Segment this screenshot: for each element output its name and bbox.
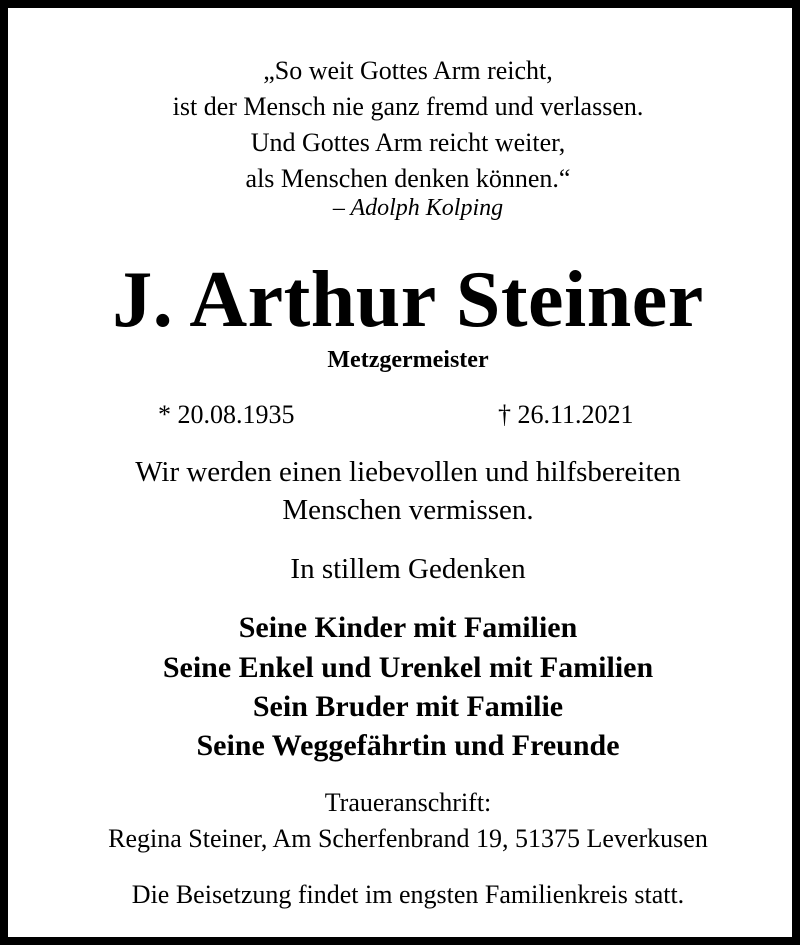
- mourner-line: Seine Weggefährtin und Freunde: [196, 729, 620, 762]
- birth-date: * 20.08.1935: [158, 400, 295, 429]
- mourner-line: Seine Enkel und Urenkel mit Familien: [162, 651, 654, 684]
- message-line: Wir werden einen liebevollen und hilfsbereiten: [135, 456, 681, 488]
- quote-line: „So weit Gottes Arm reicht,: [263, 56, 553, 85]
- message-line: Menschen vermissen.: [282, 494, 534, 526]
- quote-line: als Menschen denken können.“: [245, 164, 571, 193]
- address-value: Regina Steiner, Am Scherfenbrand 19, 51375 Leverkusen: [108, 824, 708, 853]
- mourner-line: Seine Kinder mit Familien: [238, 611, 578, 644]
- quote-author: – Adolph Kolping: [332, 195, 504, 221]
- quote-line: Und Gottes Arm reicht weiter,: [250, 128, 566, 157]
- death-date: † 26.11.2021: [498, 400, 634, 429]
- mourner-line: Sein Bruder mit Familie: [252, 690, 564, 723]
- quote-line: ist der Mensch nie ganz fremd und verlassen.: [172, 92, 644, 121]
- deceased-name: J. Arthur Steiner: [112, 256, 704, 344]
- remembrance: In stillem Gedenken: [290, 553, 526, 585]
- profession: Metzgermeister: [327, 347, 489, 373]
- address-label: Traueranschrift:: [324, 788, 492, 817]
- funeral-note: Die Beisetzung findet im engsten Familienkreis statt.: [131, 880, 685, 909]
